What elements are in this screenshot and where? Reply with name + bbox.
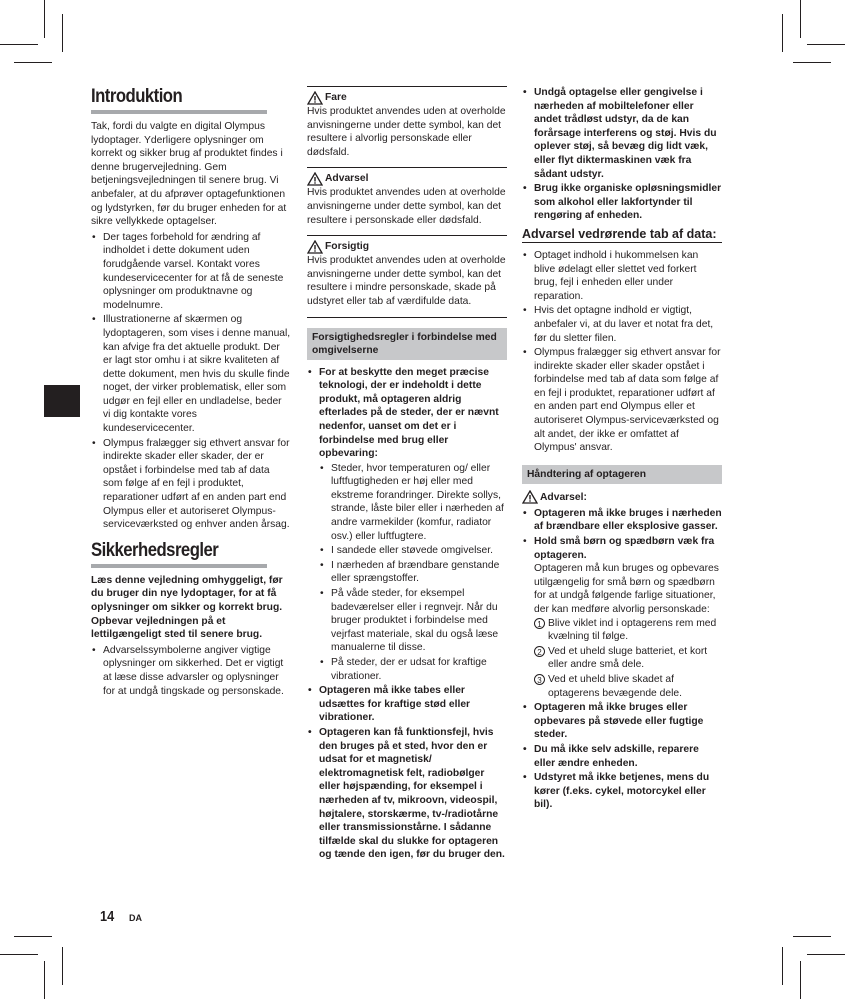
list-item: • Optageren må ikke tabes eller udsættes for kraftige stød eller vibrationer.	[307, 684, 507, 725]
handling-section-title: Håndtering af optageren	[522, 465, 722, 484]
crop-mark	[62, 947, 63, 985]
numbered-hazard-list	[534, 617, 722, 701]
crop-mark	[807, 44, 845, 45]
warning-triangle-icon	[307, 172, 323, 186]
crop-mark	[44, 0, 45, 38]
page-number: 14	[100, 908, 115, 925]
hazard-text: Blive viklet ind i optagerens rem med kvælning til følge.	[548, 617, 717, 643]
data-loss-bullet-list	[522, 249, 722, 455]
column-1	[91, 86, 291, 699]
list-item: • Hvis det optagne indhold er vigtigt, anbefaler vi, at du laver et notat fra det, før du sletter filen.	[522, 304, 722, 345]
crop-mark	[44, 961, 45, 999]
children-warning-title: • Hold små børn og spædbørn væk fra optageren.	[534, 536, 715, 561]
intro-bullet-list	[91, 231, 291, 532]
list-item: • I nærheden af brændbare genstande eller sprængstoffer.	[319, 559, 507, 586]
list-item: • Brug ikke organiske opløsningsmidler som alkohol eller lakfortynder til rengøring af enheden.	[522, 182, 722, 223]
crop-mark	[782, 14, 783, 52]
safety-title: Sikkerhedsregler	[91, 540, 267, 568]
column-3	[522, 86, 722, 813]
danger-text: Hvis produktet anvendes uden at overholde anvisningerne under dette symbol, kan det resultere i alvorlig personskade eller dødsfald.	[307, 106, 506, 158]
environment-sub-list	[319, 462, 507, 684]
safety-paragraph: Læs denne vejledning omhyggeligt, før du bruger din nye lydoptager, for at få oplysninger om sikker og korrekt brug. Opbevar vejledningen på et lettilgængeligt sted til senere brug.	[91, 574, 283, 641]
hazard-text: Ved et uheld blive skadet af optagerens bevægende dele.	[548, 673, 682, 699]
handling-bullet-list	[522, 507, 722, 812]
crop-mark	[14, 936, 52, 937]
crop-mark	[782, 947, 783, 985]
handling-warning-heading	[522, 490, 722, 505]
number-badge: 1	[534, 618, 545, 629]
crop-mark	[0, 954, 38, 955]
crop-mark	[0, 44, 38, 45]
list-item	[522, 535, 722, 700]
warning-triangle-icon	[522, 490, 538, 504]
interference-bullet-list	[522, 86, 722, 223]
warning-box	[307, 167, 507, 235]
list-item	[534, 645, 722, 672]
list-item: • Olympus fralægger sig ethvert ansvar for indirekte skader eller skader, der er opstået i forbindelse med tab af data som følge af en fejl i produktet, reparationer udført af en anden part end Olympus eller et autoriseret Olympus-serviceværksted og enhver anden årsag.	[91, 437, 291, 532]
number-badge: 3	[534, 674, 545, 685]
list-item: • Optaget indhold i hukommelsen kan blive ødelagt eller slettet ved forkert brug, fejl i enheden eller under reparation.	[522, 249, 722, 303]
crop-mark	[793, 936, 831, 937]
chapter-tab-marker	[44, 385, 80, 417]
list-item: • Der tages forbehold for ændring af indholdet i dette dokument uden forudgående varsel. Kontakt vores kundeservicecenter for at få de seneste oplysninger om produktnavne og modelnumre.	[91, 231, 291, 313]
danger-box	[307, 86, 507, 167]
data-loss-title: Advarsel vedrørende tab af data:	[522, 227, 722, 243]
list-item: • Advarselssymbolerne angiver vigtige oplysninger om sikkerhed. Det er vigtigt at læse disse advarsler og oplysninger for at undgå tingskade og personskade.	[91, 644, 291, 698]
list-item: • På steder, der er udsat for kraftige vibrationer.	[319, 656, 507, 683]
caution-label: Forsigtig	[325, 241, 370, 253]
caution-text: Hvis produktet anvendes uden at overholde anvisningerne under dette symbol, kan det resultere i mindre personskade, skade på udstyret eller tab af værdifulde data.	[307, 255, 506, 307]
crop-mark	[800, 961, 801, 999]
children-warning-text: Optageren må kun bruges og opbevares utilgængelig for små børn og spædbørn for at undgå følgende farlige situationer, der kan medføre alvorlig personskade:	[534, 563, 719, 615]
list-item: • Optageren kan få funktionsfejl, hvis den bruges på et sted, hvor den er udsat for et magnetisk/ elektromagnetisk felt, radiobølger eller højspænding, for eksempel i nærheden af tv, mikroovn, videospil, højtalere, storskærme, tv-/radiotårne eller transmissionstårne. I sådanne tilfælde skal du slukke for optageren og tænde den igen, før du bruger den.	[307, 726, 507, 862]
danger-heading	[307, 90, 507, 105]
list-item: • Olympus fralægger sig ethvert ansvar for indirekte skader eller skader opstået i forbindelse med tab af data som følge af en fejl i produktet, reparationer udført af en anden part end Olympus eller et autoriseret Olympus-serviceværksted og alt andet, der ikke er omfattet af Olympus' ansvar.	[522, 346, 722, 455]
intro-paragraph: Tak, fordi du valgte en digital Olympus lydoptager. Yderligere oplysninger om korrekt og sikker brug af produktet findes i denne brugervejledning. Gem betjeningsvejledningen til senere brug. Vi anbefaler, at du afprøver optagefunktionen og lydstyrken, før du bruger enheden for at sikre vellykkede optagelser.	[91, 121, 287, 228]
caution-heading	[307, 239, 507, 254]
language-code: DA	[129, 913, 142, 923]
list-item: • Steder, hvor temperaturen og/ eller luftfugtigheden er høj eller med ekstreme forandringer. Direkte sollys, strande, låste biler eller i nærheden af andre varmekilder (komfur, radiator osv.) eller luftfugtere.	[319, 462, 507, 544]
list-item	[307, 366, 507, 684]
list-item	[534, 673, 722, 700]
list-item: • Optageren må ikke bruges i nærheden af brændbare eller eksplosive gasser.	[522, 507, 722, 534]
list-item: • I sandede eller støvede omgivelser.	[319, 544, 507, 558]
safety-bullet-list	[91, 644, 291, 698]
danger-label: Fare	[325, 92, 347, 103]
list-item: • Optageren må ikke bruges eller opbevares på støvede eller fugtige steder.	[522, 701, 722, 742]
warning-triangle-icon	[307, 91, 323, 105]
crop-mark	[800, 0, 801, 38]
warning-heading	[307, 171, 507, 186]
list-item: • Du må ikke selv adskille, reparere eller ændre enheden.	[522, 743, 722, 770]
warning-text: Hvis produktet anvendes uden at overholde anvisningerne under dette symbol, kan det resultere i personskade eller dødsfald.	[307, 187, 506, 226]
list-item: • Undgå optagelse eller gengivelse i nærheden af mobiltelefoner eller andet trådløst udstyr, da de kan forårsage interferens og støj. Hvis du oplever støj, så bevæg dig lidt væk, eller flyt diktermaskinen væk fra sådant udstyr.	[522, 86, 722, 181]
list-item: • På våde steder, for eksempel badeværelser eller i regnvejr. Når du bruger produktet i forbindelse med vejrfast materiale, skal du også læse manualerne til disse.	[319, 587, 507, 655]
crop-mark	[807, 954, 845, 955]
column-2	[307, 86, 507, 863]
list-item	[534, 617, 722, 644]
intro-title: Introduktion	[91, 86, 267, 114]
crop-mark	[793, 62, 831, 63]
warning-triangle-icon	[307, 240, 323, 254]
list-item: • Illustrationerne af skærmen og lydoptageren, som vises i denne manual, kan afvige fra det aktuelle produkt. Der er lagt stor omhu i at sikre kvaliteten af dette dokument, men hvis du skulle finde noget, der virker problematisk, eller som udgør en fejl eller en undladelse, beder vi dig kontakte vores kundeservicecenter.	[91, 313, 291, 435]
environment-section-title: Forsigtighedsregler i forbindelse med omgivelserne	[307, 328, 507, 360]
number-badge: 2	[534, 646, 545, 657]
warning-label: Advarsel	[325, 173, 369, 185]
list-item: • Udstyret må ikke betjenes, mens du kører (f.eks. cykel, motorcykel eller bil).	[522, 771, 722, 812]
crop-mark	[62, 14, 63, 52]
caution-box	[307, 235, 507, 317]
environment-bullet-1: For at beskytte den meget præcise teknologi, der er indeholdt i dette produkt, må optageren aldrig efterlades på de steder, der er nævnt nedenfor, uanset om det er i forbindelse med brug eller opbevaring:	[319, 366, 499, 460]
crop-mark	[14, 62, 52, 63]
environment-bullet-list	[307, 366, 507, 862]
handling-warning-label: Advarsel:	[540, 491, 587, 503]
hazard-text: Ved et uheld sluge batteriet, et kort eller andre små dele.	[548, 645, 708, 671]
